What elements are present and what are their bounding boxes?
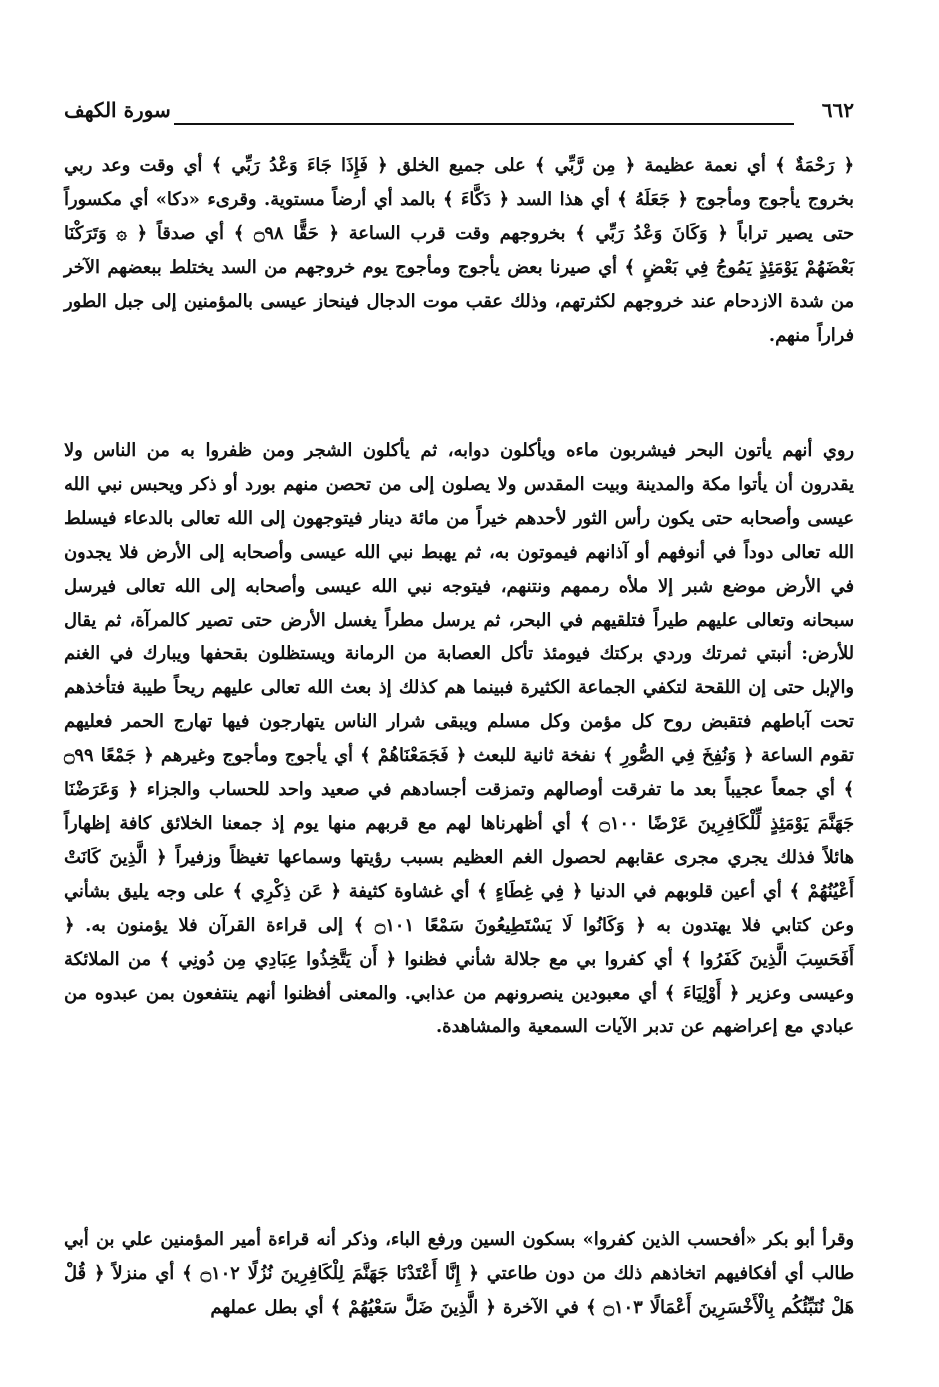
paragraph-commentary-2: روي أنهم يأتون البحر فيشربون ماءه ويأكلون دوابه، ثم يأكلون الشجر ومن ظفروا به من الناس ولا يقدرون أن يأتوا مكة والمدينة وبيت المقدس ولا يصلون إلى من تحصن منهم بورد أو ذكر ويحبس نبي الله عيسى وأصحابه حتى يكون رأس الثور لأحدهم خيراً من مائة دينار فيتوجهون إلى الله تعالى بالدعاء فيسلط الله تعالى دوداً في أنوفهم أو آذانهم فيموتون به، ثم يهبط نبي الله عيسى وأصحابه إلى الأرض فلا يجدون في الأرض موضع شبر إلا ملأه رممهم ونتنهم، فيتوجه نبي الله عيسى وأصحابه إلى الله تعالى فيرسل سبحانه وتعالى عليهم طيراً فتلقيهم في البحر، ثم يرسل مطراً يغسل الأرض حتى تصير كالمرآة، ثم يقال للأرض: أنبتي ثمرتك وردي بركتك فيومئذ تأكل العصابة من الرمانة ويستظلون بقحفها ويبارك في الغنم والإبل حتى إن اللقحة لتكفي الجماعة الكثيرة فبينما هم كذلك إذ بعث الله تعالى عليهم ريحاً طيبة فتأخذهم تحت آباطهم فتقبض روح كل مؤمن وكل مسلم ويبقى شرار الناس يتهارجون فيها تهارج الحمر فعليهم تقوم الساعة ﴿ وَنُفِخَ فِي الصُّورِ ﴾ نفخة ثانية للبعث ﴿ فَجَمَعْنَاهُمْ ﴾ أي يأجوج ومأجوج وغيرهم ﴿ جَمْعًا ۝٩٩ ﴾ أي جمعاً عجيباً بعد ما تفرقت أوصالهم وتمزقت أجسادهم في صعيد واحد للحساب والجزاء ﴿ وَعَرَضْنَا جَهَنَّمَ يَوْمَئِذٍ لِّلْكَافِرِينَ عَرْضًا ۝١٠٠ ﴾ أي أظهرناها لهم مع قربهم منها يوم إذ جمعنا الخلائق كافة إظهاراً هائلاً فذلك يجري مجرى عقابهم لحصول الغم العظيم بسبب رؤيتها وسماعها تغيظاً وزفيراً ﴿ الَّذِينَ كَانَتْ أَعْيُنُهُمْ ﴾ أي أعين قلوبهم في الدنيا ﴿ فِي غِطَاءٍ ﴾ أي غشاوة كثيفة ﴿ عَن ذِكْرِي ﴾ على وجه يليق بشأني وعن كتابي فلا يهتدون به ﴿ وَكَانُوا لَا يَسْتَطِيعُونَ سَمْعًا ۝١٠١ ﴾ إلى قراءة القرآن فلا يؤمنون به. ﴿ أَفَحَسِبَ الَّذِينَ كَفَرُوا ﴾ أي كفروا بي مع جلالة شأني فظنوا ﴿ أَن يَتَّخِذُوا عِبَادِي مِن دُونِي ﴾ من الملائكة وعيسى وعزير ﴿ أَوْلِيَاءَ ﴾ أي معبودين ينصرونهم من عذابي. والمعنى أفظنوا أنهم ينتفعون بمن عبدوه من عبادي مع إعراضهم عن تدبر الآيات السمعية والمشاهدة. [64,440,855,1038]
page-header [64,96,854,132]
page-number: ٦٦٢ [821,98,854,122]
surah-title: سورة الكهف [64,98,171,122]
paragraph-commentary-3: وقرأ أبو بكر «أفحسب الذين كفروا» بسكون السين ورفع الباء، وذكر أنه قراءة أمير المؤمنين علي بن أبي طالب أي أفكافيهم اتخاذهم ذلك من دون طاعتي ﴿ إِنَّا أَعْتَدْنَا جَهَنَّمَ لِلْكَافِرِينَ نُزُلًا ۝١٠٢ ﴾ أي منزلاً ﴿ قُلْ هَلْ نُنَبِّئُكُم بِالْأَخْسَرِينَ أَعْمَالًا ۝١٠٣ ﴾ في الآخرة ﴿ الَّذِينَ ضَلَّ سَعْيُهُمْ ﴾ أي بطل عملهم [64,1229,854,1318]
header-divider [174,123,794,125]
paragraph-commentary-1: ﴿ رَحْمَةٌ ﴾ أي نعمة عظيمة ﴿ مِن رَّبِّي ﴾ على جميع الخلق ﴿ فَإِذَا جَاءَ وَعْدُ رَبِّي ﴾ أي وقت وعد ربي بخروج يأجوج ومأجوج ﴿ جَعَلَهُ ﴾ أي هذا السد ﴿ دَكَّاءَ ﴾ بالمد أي أرضاً مستوية. وقرىء «دكا» أي مكسوراً حتى يصير تراباً ﴿ وَكَانَ وَعْدُ رَبِّي ﴾ بخروجهم وقت قرب الساعة ﴿ حَقًّا ۝٩٨ ﴾ أي صدقاً ﴿ ۞ وَتَرَكْنَا بَعْضَهُمْ يَوْمَئِذٍ يَمُوجُ فِي بَعْضٍ ﴾ أي صيرنا بعض يأجوج ومأجوج يوم خروجهم من السد يختلط ببعضهم الآخر من شدة الازدحام عند خروجهم لكثرتهم، وذلك عقب موت الدجال فينحاز عيسى بالمؤمنين إلى جبل الطور فراراً منهم. [64,155,855,346]
